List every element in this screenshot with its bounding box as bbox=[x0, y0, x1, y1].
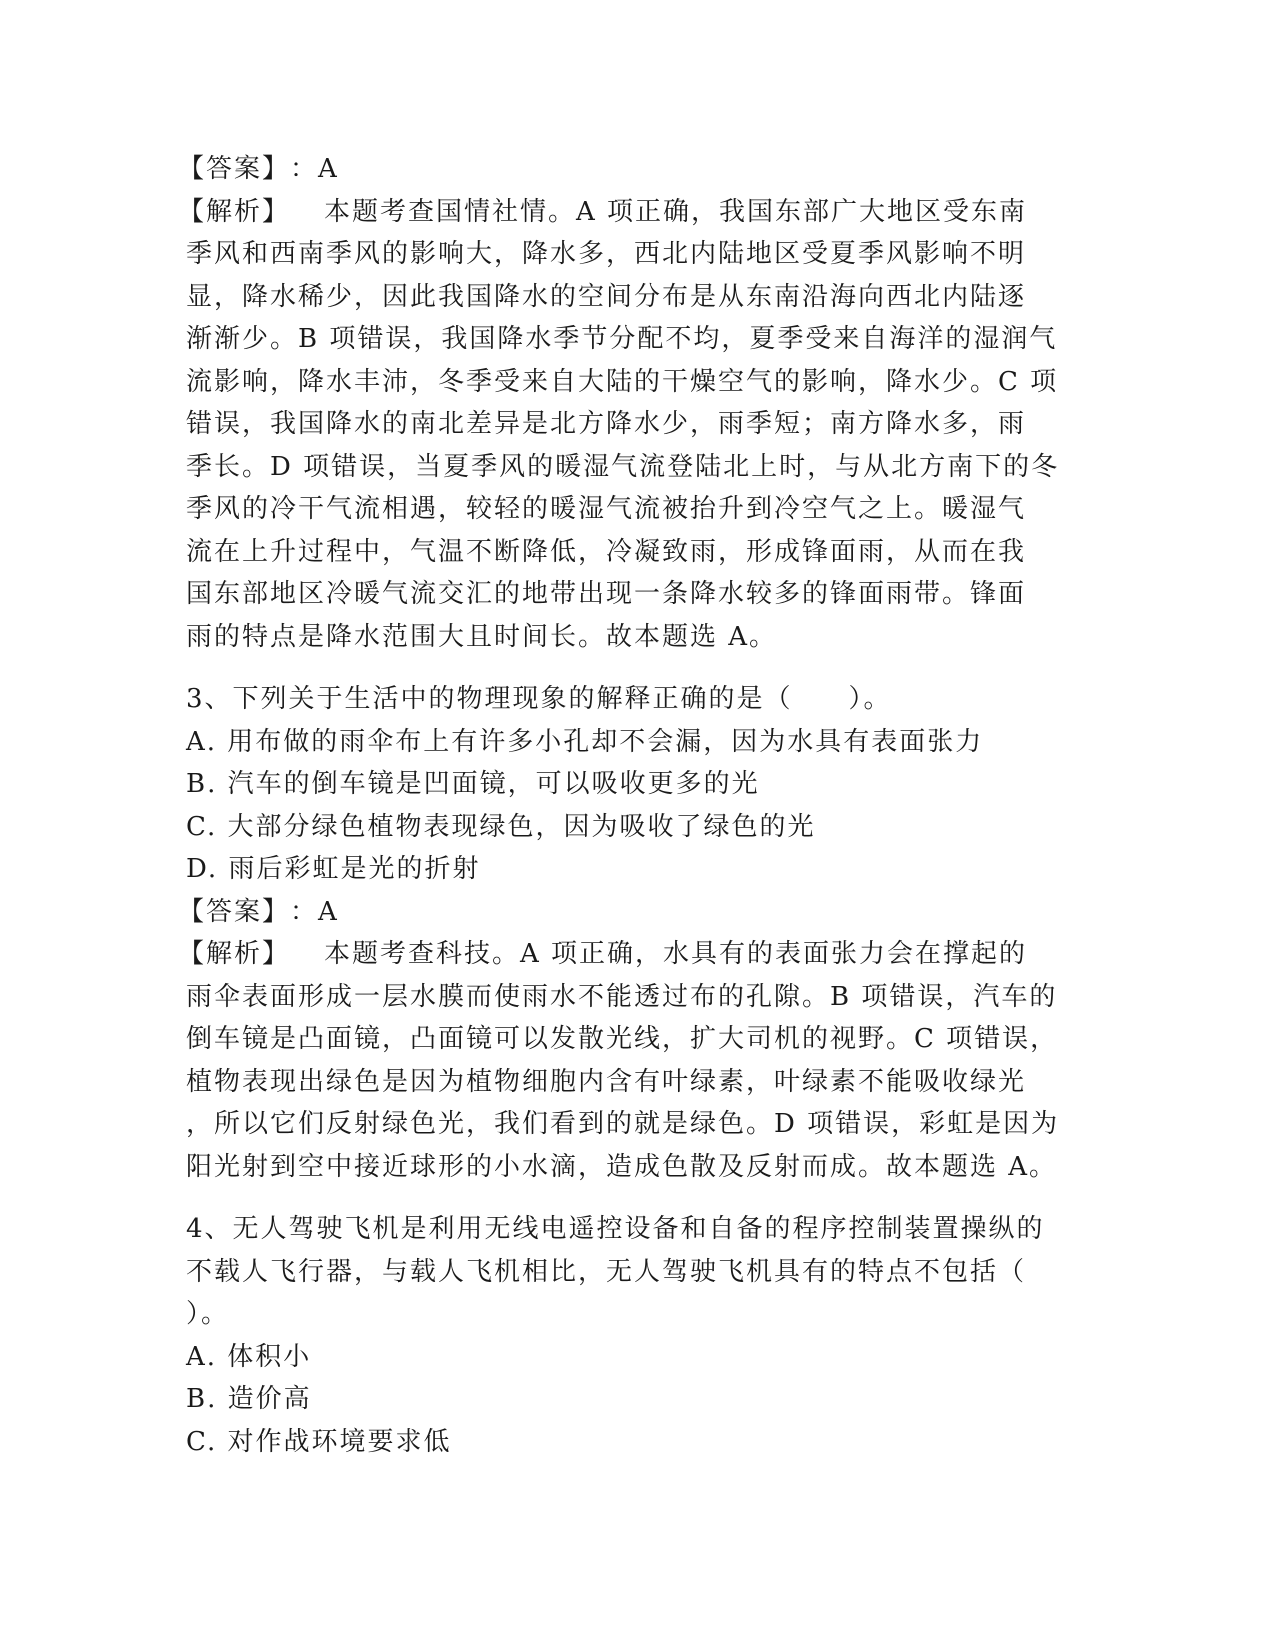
question-3-text: 3、下列关于生活中的物理现象的解释正确的是（ ）。 bbox=[186, 684, 892, 714]
answer-label: 【答案】 bbox=[178, 154, 291, 184]
analysis-text: 流在上升过程中，气温不断降低，冷凝致雨，形成锋面雨，从而在我 bbox=[186, 536, 1027, 567]
question-4-text: ）。 bbox=[186, 1299, 230, 1329]
analysis-text: 季风和西南季风的影响大，降水多，西北内陆地区受夏季风影响不明 bbox=[186, 239, 1027, 269]
analysis-text: 本题考查国情社情。A 项正确，我国东部广大地区受东南 bbox=[324, 196, 1028, 227]
answer-separator: ： bbox=[290, 154, 319, 184]
option-b: B. 汽车的倒车镜是凹面镜，可以吸收更多的光 bbox=[186, 769, 760, 799]
analysis-text: 阳光射到空中接近球形的小水滴，造成色散及反射而成。故本题选 A。 bbox=[186, 1151, 1058, 1182]
q2-answer-line bbox=[178, 148, 1086, 191]
option-b: B. 造价高 bbox=[186, 1384, 312, 1414]
answer-value: A bbox=[318, 896, 339, 927]
q2-analysis-line bbox=[178, 191, 1086, 234]
option-c: C. 大部分绿色植物表现绿色，因为吸收了绿色的光 bbox=[186, 811, 816, 842]
answer-separator: ： bbox=[290, 896, 319, 927]
analysis-text: 植物表现出绿色是因为植物细胞内含有叶绿素，叶绿素不能吸收绿光 bbox=[186, 1066, 1027, 1097]
analysis-text: 渐渐少。B 项错误，我国降水季节分配不均，夏季受来自海洋的湿润气 bbox=[186, 324, 1058, 354]
analysis-text: 错误，我国降水的南北差异是北方降水少，雨季短；南方降水多，雨 bbox=[186, 409, 1027, 439]
option-a: A. 体积小 bbox=[186, 1341, 312, 1372]
analysis-text: 国东部地区冷暖气流交汇的地带出现一条降水较多的锋面雨带。锋面 bbox=[186, 579, 1027, 609]
answer-value: A bbox=[318, 154, 339, 184]
analysis-label: 【解析】 bbox=[178, 939, 291, 969]
analysis-label: 【解析】 bbox=[178, 196, 291, 227]
q3-analysis-line bbox=[178, 933, 1086, 976]
analysis-text: 本题考查科技。A 项正确，水具有的表面张力会在撑起的 bbox=[324, 939, 1028, 969]
analysis-text: 倒车镜是凸面镜，凸面镜可以发散光线，扩大司机的视野。C 项错误， bbox=[186, 1024, 1059, 1054]
option-c: C. 对作战环境要求低 bbox=[186, 1426, 452, 1457]
question-4-text: 不载人飞行器，与载人飞机相比，无人驾驶飞机具有的特点不包括（ bbox=[186, 1256, 1027, 1287]
analysis-text: 流影响，降水丰沛，冬季受来自大陆的干燥空气的影响，降水少。C 项 bbox=[186, 366, 1059, 397]
answer-label: 【答案】 bbox=[178, 896, 291, 927]
question-4-text: 4、无人驾驶飞机是利用无线电遥控设备和自备的程序控制装置操纵的 bbox=[186, 1214, 1045, 1244]
analysis-text: 雨伞表面形成一层水膜而使雨水不能透过布的孔隙。B 项错误，汽车的 bbox=[186, 981, 1058, 1012]
option-a: A. 用布做的雨伞布上有许多小孔却不会漏，因为水具有表面张力 bbox=[186, 726, 984, 757]
analysis-text: 季长。D 项错误，当夏季风的暖湿气流登陆北上时，与从北方南下的冬 bbox=[186, 451, 1060, 482]
analysis-text: 季风的冷干气流相遇，较轻的暖湿气流被抬升到冷空气之上。暖湿气 bbox=[186, 494, 1027, 524]
q3-answer-line bbox=[178, 891, 1086, 934]
analysis-text: 雨的特点是降水范围大且时间长。故本题选 A。 bbox=[186, 621, 778, 652]
analysis-text: 显，降水稀少，因此我国降水的空间分布是从东南沿海向西北内陆逐 bbox=[186, 281, 1027, 312]
analysis-text: ，所以它们反射绿色光，我们看到的就是绿色。D 项错误，彩虹是因为 bbox=[186, 1109, 1060, 1139]
document-content bbox=[178, 148, 1086, 1463]
option-d: D. 雨后彩虹是光的折射 bbox=[186, 854, 481, 884]
